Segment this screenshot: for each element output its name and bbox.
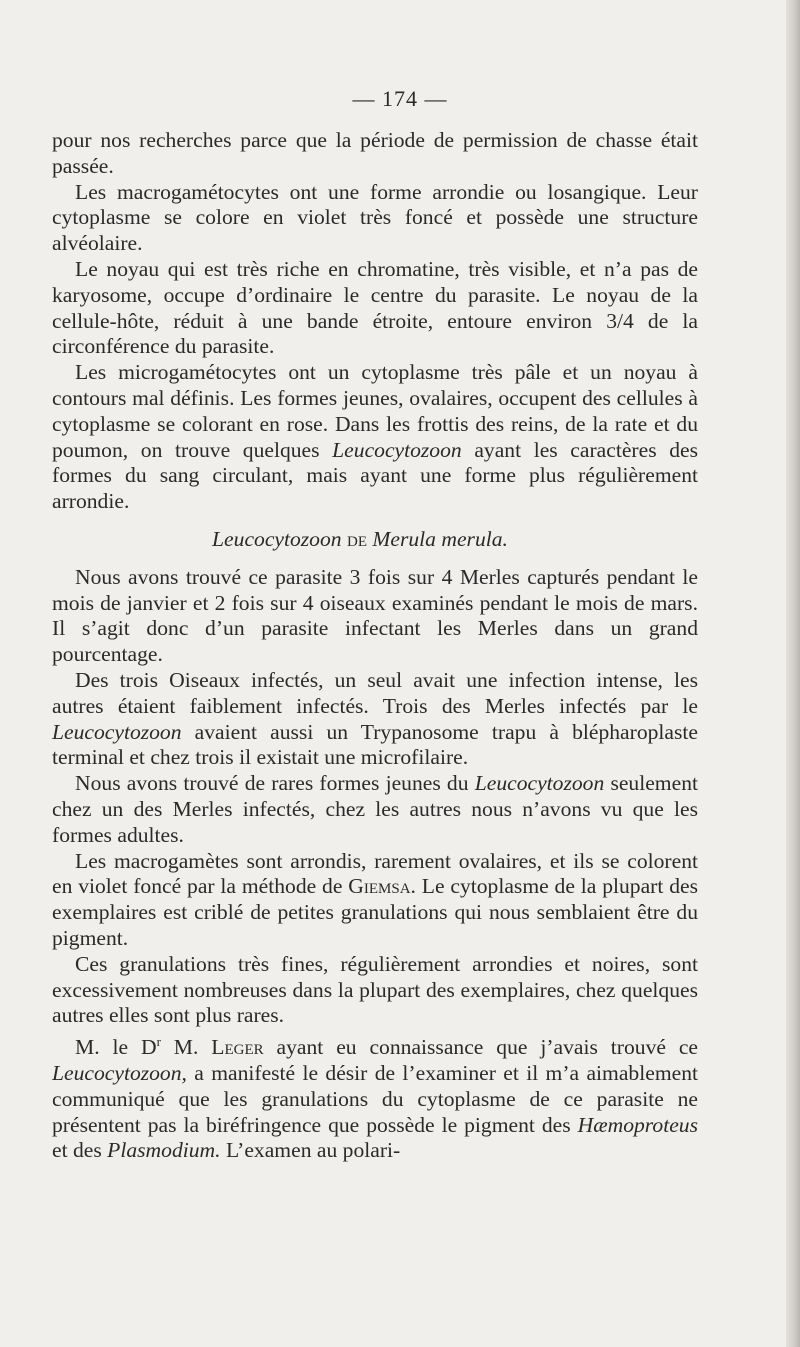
text-run: avaient aussi un Trypanosome trapu à blépharoplaste terminal et chez trois il existait une microfilaire. bbox=[52, 719, 698, 770]
paragraph-9: Ces granulations très fines, régulièrement arrondies et noires, sont excessivement nombreuses dans la plupart des exemplaires, chez quelques autres elles sont plus rares. bbox=[52, 951, 698, 1028]
italic-term: Hæmoproteus bbox=[577, 1112, 698, 1137]
paragraph-8 bbox=[52, 849, 698, 952]
section-heading bbox=[52, 527, 698, 553]
heading-genus: Leucocytozoon bbox=[212, 526, 342, 551]
page-edge-shadow bbox=[786, 0, 800, 1347]
author-name: Giemsa bbox=[348, 874, 411, 899]
italic-term: Leucocytozoon bbox=[52, 719, 182, 744]
text-run: seulement chez un des Merles infectés, chez les autres nous n’avons vu que les formes adultes. bbox=[52, 771, 698, 847]
text-run: a manifesté le désir de l’examiner et il m’a aimablement communiqué que les granulations du cytoplasme de ce parasite ne présentent pas la biréfringence que possède le pigment des bbox=[52, 1061, 698, 1137]
paragraph-1: pour nos recherches parce que la période de permission de chasse était passée. bbox=[52, 128, 698, 178]
paragraph-2: Les macrogamétocytes ont une forme arrondie ou losangique. Leur cytoplasme se colore en violet très foncé et possède une structure alvéolaire. bbox=[52, 179, 698, 256]
italic-term: Leucocytozoon, bbox=[52, 1061, 187, 1086]
page-number: — 174 — bbox=[352, 86, 448, 111]
text-run: ayant eu connaissance que j’avais trouvé ce bbox=[263, 1035, 699, 1060]
italic-term: Plasmodium. bbox=[107, 1138, 221, 1163]
italic-term: Leucocytozoon bbox=[474, 771, 605, 796]
heading-species: Merula merula. bbox=[372, 526, 508, 551]
paragraph-6 bbox=[52, 668, 698, 771]
text-run: L’examen au polari- bbox=[220, 1138, 401, 1163]
text-run: Les macrogamètes sont arrondis, rarement ovalaires, et ils se colorent en violet foncé par la méthode de bbox=[52, 848, 698, 899]
text-run: M. le D bbox=[75, 1035, 157, 1060]
text-run: . Le cytoplasme de la plupart des exemplaires est criblé de petites granulations qui nous semblaient être du pigment. bbox=[52, 874, 698, 950]
italic-term: Leucocytozoon bbox=[332, 437, 462, 462]
text-run: ayant les caractères des formes du sang circulant, mais ayant une forme plus régulièrement arrondie. bbox=[52, 437, 698, 514]
author-name: Leger bbox=[211, 1035, 264, 1060]
paragraph-4 bbox=[52, 360, 698, 515]
paragraph-5: Nous avons trouvé ce parasite 3 fois sur 4 Merles capturés pendant le mois de janvier et 2 fois sur 4 oiseaux examinés pendant le mois de mars. Il s’agit donc d’un parasite infectant les Merles dans un grand pourcentage. bbox=[52, 564, 698, 667]
text-run: Des trois Oiseaux infectés, un seul avait une infection intense, les autres étaient faiblement infectés. Trois des Merles infectés par le bbox=[52, 667, 698, 718]
superscript: r bbox=[156, 1034, 161, 1050]
heading-de: de bbox=[346, 526, 367, 551]
text-run: M. bbox=[160, 1035, 212, 1060]
text-run: et des bbox=[52, 1138, 108, 1163]
paragraph-3: Le noyau qui est très riche en chromatine, très visible, et n’a pas de karyosome, occupe d’ordinaire le centre du parasite. Le noyau de la cellule-hôte, réduit à une bande étroite, entoure environ 3/4 de la circonférence du parasite. bbox=[52, 256, 698, 359]
paragraph-7 bbox=[52, 771, 698, 848]
text-run: Les microgamétocytes ont un cytoplasme très pâle et un noyau à contours mal définis. Les formes jeunes, ovalaires, occupent des cellules à cytoplasme se colorant en rose. Dans les frottis des reins, de la rate et du poumon, on trouve quelques bbox=[52, 360, 698, 462]
text-run: Nous avons trouvé de rares formes jeunes du bbox=[75, 771, 475, 796]
paragraph-10 bbox=[52, 1029, 698, 1164]
body-text bbox=[52, 128, 698, 1164]
